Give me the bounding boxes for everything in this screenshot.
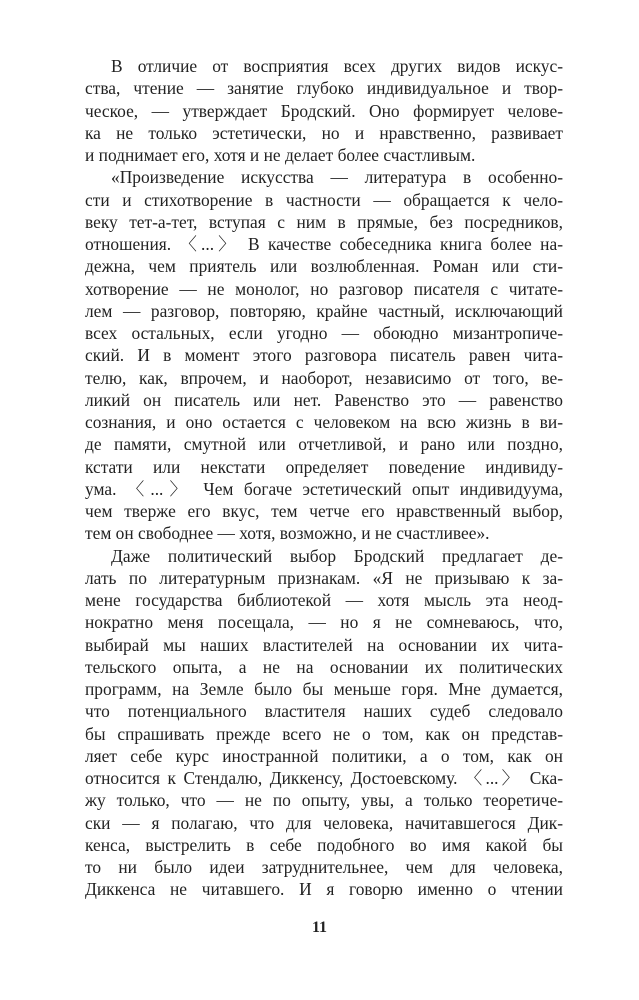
text-line: мене государства библиотекой — хотя мысль эта неод- xyxy=(85,590,563,610)
text-line: чем тверже его вкус, тем четче его нравственный выбор, xyxy=(85,501,563,521)
text-line: дежна, чем приятель или возлюбленная. Роман или сти- xyxy=(85,256,563,277)
text-line: «Произведение искусства — литература в особенно- xyxy=(111,167,563,188)
text-line: жу только, что — не по опыту, увы, а только теоретиче- xyxy=(85,790,563,811)
text-line: что потенциального властителя наших судеб следовало xyxy=(85,701,563,722)
text-line: сознания, и оно остается с человеком на всю жизнь в ви- xyxy=(85,412,563,432)
text-line: В отличие от восприятия всех других видов искус- xyxy=(111,56,563,76)
text-line: кенса, выстрелить в себе подобного во имя какой бы xyxy=(85,834,563,855)
text-line: хотворение — не монолог, но разговор писателя с читате- xyxy=(85,278,563,299)
text-line: сти и стихотворение в частности — обращается к чело- xyxy=(85,189,563,210)
text-line: ства, чтение — занятие глубоко индивидуальное и твор- xyxy=(85,78,563,99)
page-number: 11 xyxy=(311,919,328,936)
text-line: Даже политический выбор Бродский предлагает де- xyxy=(111,545,563,566)
text-line: выбирай мы наших властителей на основании их чита- xyxy=(85,634,563,655)
text-line: лать по литературным признакам. «Я не призываю к за- xyxy=(85,567,563,588)
page-body xyxy=(85,55,563,901)
text-line: тем он свободнее — хотя, возможно, и не счастливее». xyxy=(85,523,490,544)
text-line: Диккенса не читавшего. И я говорю именно о чтении xyxy=(85,879,563,900)
text-line: ческое, — утверждает Бродский. Оно формирует челове- xyxy=(85,100,563,121)
text-line: кстати или некстати определяет поведение индивиду- xyxy=(85,456,563,477)
text-line: и поднимает его, хотя и не делает более счастливым. xyxy=(85,145,476,165)
text-line: программ, на Земле было бы меньше горя. Мне думается, xyxy=(85,679,563,699)
text-line: нократно меня посещала, — но я не сомневаюсь, что, xyxy=(85,612,563,633)
text-line: телю, как, впрочем, и наоборот, независимо от того, ве- xyxy=(85,367,563,388)
text-line: то ни было идеи затруднительнее, чем для человека, xyxy=(85,857,563,877)
text-line: отношения. 〈...〉 В качестве собеседника книга более на- xyxy=(85,234,563,254)
text-line: лем — разговор, повторяю, крайне частный, исключающий xyxy=(85,300,563,321)
text-line: ума. 〈...〉 Чем богаче эстетический опыт индивидуума, xyxy=(85,478,563,499)
text-line: всех остальных, если угодно — обоюдно мизантропиче- xyxy=(85,323,563,343)
text-line: веку тет-а-тет, вступая с ним в прямые, без посредников, xyxy=(85,211,563,232)
text-line: де памяти, смутной или отчетливой, и рано или поздно, xyxy=(85,434,563,455)
text-line: ляет себе курс иностранной политики, а о том, как он xyxy=(85,745,563,766)
text-line: ски — я полагаю, что для человека, начитавшегося Дик- xyxy=(85,812,563,833)
text-line: бы спрашивать прежде всего не о том, как он представ- xyxy=(85,723,563,744)
text-line: ка не только эстетически, но и нравственно, развивает xyxy=(85,122,563,143)
text-line: относится к Стендалю, Диккенсу, Достоевскому. 〈...〉 Ска- xyxy=(85,768,563,788)
text-line: ский. И в момент этого разговора писатель равен чита- xyxy=(85,345,563,366)
text-line: ликий он писатель или нет. Равенство это — равенство xyxy=(85,389,563,410)
text-line: тельского опыта, а не на основании их политических xyxy=(85,656,563,677)
